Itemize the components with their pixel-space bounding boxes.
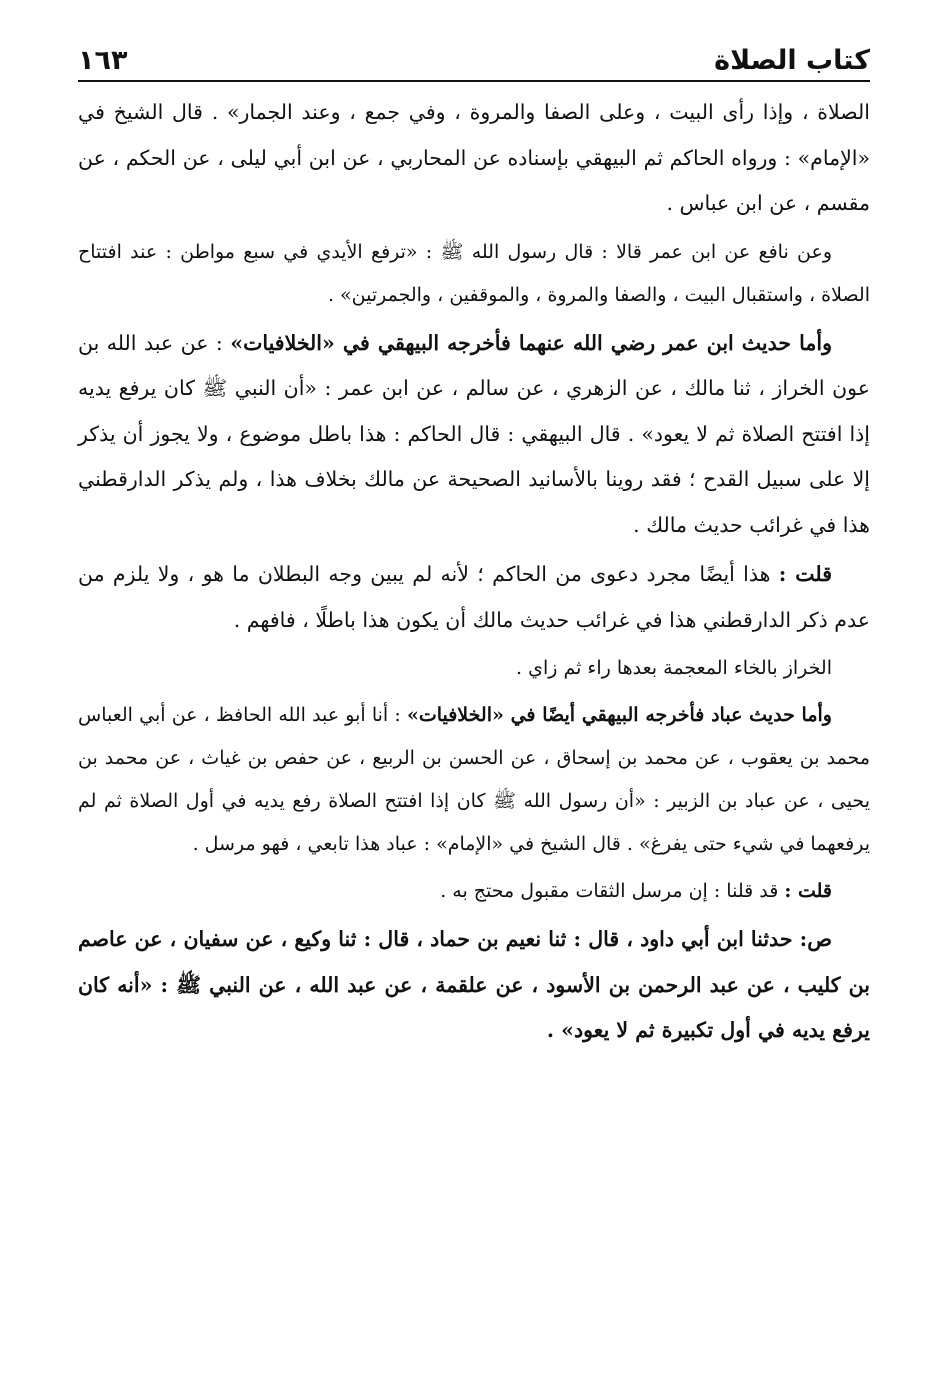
paragraph-text: : عن عبد الله بن عون الخراز ، ثنا مالك ، عن الزهري ، عن سالم ، عن ابن عمر : «أن النبي ﷺ كان يرفع يديه إذا افتتح الصلاة ثم لا يعود» . قال البيهقي : قال الحاكم : هذا باطل موضوع ، ولا يجوز أن يذكر إلا على سبيل القدح ؛ فقد روينا بالأسانيد الصحيحة عن مالك بخلاف هذا ، ولم يذكر الدارقطني هذا في غرائب حديث مالك . — [78, 330, 870, 537]
paragraph-2 — [78, 231, 870, 317]
page-body — [78, 90, 870, 1054]
paragraph-text: هذا أيضًا مجرد دعوى من الحاكم ؛ لأنه لم يبين وجه البطلان ما هو ، ولا يلزم من عدم ذكر الدارقطني هذا في غرائب حديث مالك أن يكون هذا باطلًا ، فافهم . — [78, 562, 870, 632]
paragraph-text: : أنا أبو عبد الله الحافظ ، عن أبي العباس محمد بن يعقوب ، عن محمد بن إسحاق ، عن الحسن بن الربيع ، عن حفص بن غياث ، عن محمد بن يحيى ، عن عباد بن الزبير : «أن رسول الله ﷺ كان إذا افتتح الصلاة رفع يديه في أول الصلاة ثم لم يرفعهما في شيء حتى يفرغ» . قال الشيخ في «الإمام» : عباد هذا تابعي ، فهو مرسل . — [78, 704, 871, 855]
paragraph-lead: وأما حديث عباد فأخرجه البيهقي أيضًا في «الخلافيات» — [406, 704, 832, 726]
paragraph-lead: ص: حدثنا ابن أبي داود ، قال : ثنا نعيم بن حماد ، قال : ثنا وكيع ، عن سفيان ، عن عاصم بن كليب ، عن عبد الرحمن بن الأسود ، عن علقمة ، عن عبد الله ، عن النبي ﷺ : «أنه كان يرفع يديه في أول تكبيرة ثم لا يعود» . — [78, 927, 870, 1042]
paragraph-lead: قلت : — [778, 562, 833, 586]
paragraph-8 — [78, 917, 870, 1054]
paragraph-lead: قلت : — [784, 880, 832, 902]
paragraph-5 — [78, 647, 870, 690]
paragraph-lead: وأما حديث ابن عمر رضي الله عنهما فأخرجه البيهقي في «الخلافيات» — [230, 330, 832, 355]
paragraph-text: الخراز بالخاء المعجمة بعدها راء ثم زاي . — [516, 657, 832, 679]
page-number: ١٦٣ — [78, 45, 128, 76]
paragraph-1 — [78, 90, 870, 227]
paragraph-text: الصلاة ، وإذا رأى البيت ، وعلى الصفا والمروة ، وفي جمع ، وعند الجمار» . قال الشيخ في «الإمام» : ورواه الحاكم ثم البيهقي بإسناده عن المحاربي ، عن ابن أبي ليلى ، عن الحكم ، عن مقسم ، عن ابن عباس . — [78, 100, 870, 215]
page-header — [78, 30, 870, 82]
paragraph-3 — [78, 321, 870, 549]
book-page — [78, 30, 870, 1350]
paragraph-7 — [78, 870, 870, 913]
paragraph-4 — [78, 552, 870, 643]
book-title: كتاب الصلاة — [714, 45, 870, 76]
paragraph-text: وعن نافع عن ابن عمر قالا : قال رسول الله ﷺ : «ترفع الأيدي في سبع مواطن : عند افتتاح الصلاة ، واستقبال البيت ، والصفا والمروة ، والموقفين ، والجمرتين» . — [78, 240, 870, 306]
paragraph-text: قد قلنا : إن مرسل الثقات مقبول محتج به . — [440, 880, 785, 902]
paragraph-6 — [78, 694, 870, 866]
